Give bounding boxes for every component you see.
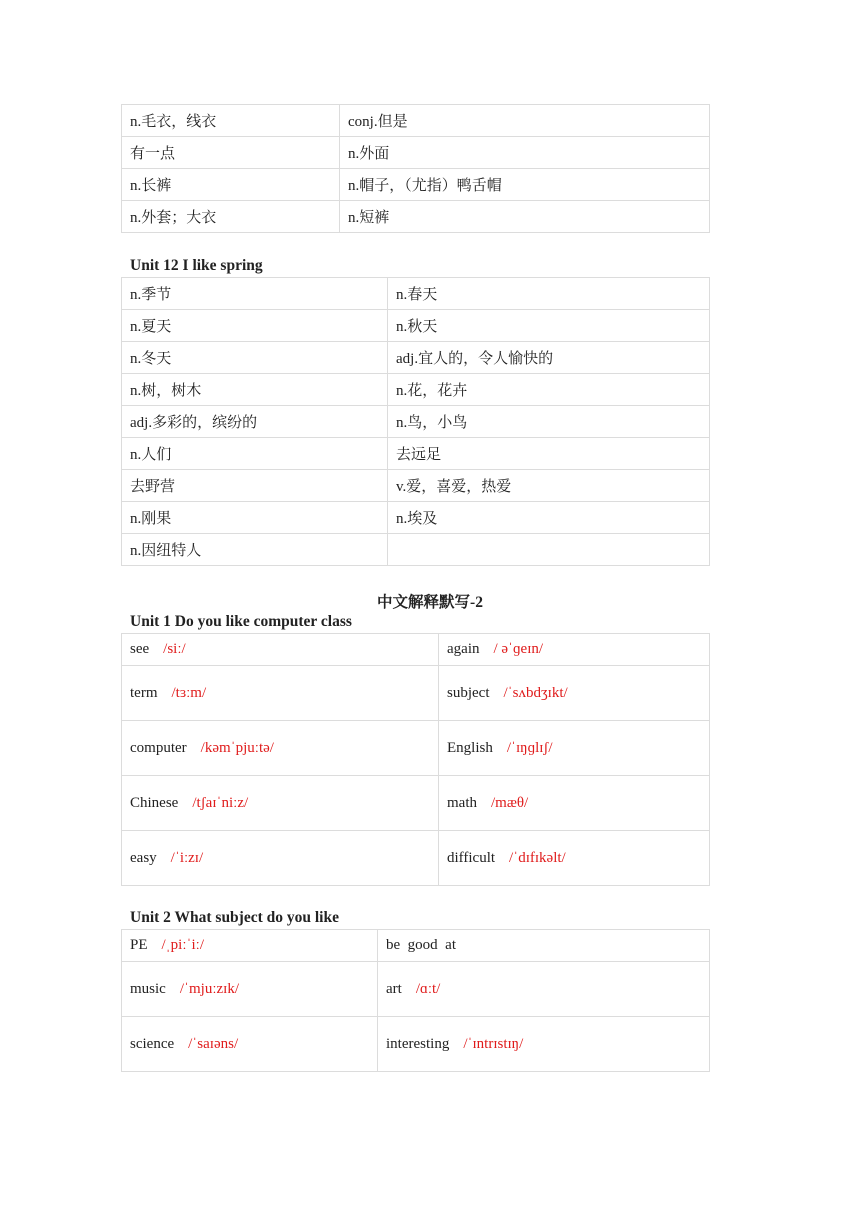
table-cell: 去远足: [388, 438, 710, 470]
table-cell: n.埃及: [388, 502, 710, 534]
table-cell: n.外套；大衣: [122, 201, 340, 233]
phonetic: /ˈdɪfɪkəlt/: [509, 849, 566, 866]
table-cell: [378, 930, 710, 962]
word: be good at: [386, 937, 456, 953]
table-cell: n.外面: [340, 137, 710, 169]
word: easy: [130, 849, 157, 866]
section-title: 中文解释默写-2: [377, 594, 483, 611]
table-cell: 有一点: [122, 137, 340, 169]
table-cell: [439, 721, 710, 776]
table-row: [122, 406, 710, 438]
table-row: [122, 721, 710, 776]
table-cell: n.人们: [122, 438, 388, 470]
table-row: [122, 776, 710, 831]
table-cell: [122, 776, 439, 831]
table-row: [122, 831, 710, 886]
word: art: [386, 980, 402, 997]
phonetic: /ˈɪŋɡlɪʃ/: [506, 739, 553, 756]
word: Chinese: [130, 794, 179, 811]
table-cell: [122, 666, 439, 721]
table-row: [122, 634, 710, 666]
table-row: [122, 169, 710, 201]
phonetic: /ˈɪntrɪstɪŋ/: [463, 1035, 524, 1052]
table-row: [122, 930, 710, 962]
unit1-heading: Unit 1 Do you like computer class: [130, 613, 352, 630]
table-cell: n.树，树木: [122, 374, 388, 406]
table-row: [122, 201, 710, 233]
word: English: [447, 739, 493, 756]
phonetic: /ˈsaɪəns/: [188, 1035, 239, 1052]
table-cell: n.短裤: [340, 201, 710, 233]
word: PE: [130, 937, 148, 953]
word: again: [447, 641, 480, 657]
phonetic: /kəmˈpjuːtə/: [200, 739, 274, 756]
table-cell: adj.宜人的，令人愉快的: [388, 342, 710, 374]
word: interesting: [386, 1035, 450, 1052]
table-cell: [122, 1017, 378, 1072]
table-cell: n.夏天: [122, 310, 388, 342]
table-cell: [439, 776, 710, 831]
unit2-heading: Unit 2 What subject do you like: [130, 909, 339, 926]
vocab-table-unit2: [121, 929, 710, 1072]
table-cell: n.长裤: [122, 169, 340, 201]
table-cell: [378, 962, 710, 1017]
phonetic: /siː/: [163, 641, 186, 657]
word: math: [447, 794, 477, 811]
table-cell: n.季节: [122, 278, 388, 310]
table-cell: v.爱，喜爱，热爱: [388, 470, 710, 502]
table-row: [122, 502, 710, 534]
table-row: [122, 342, 710, 374]
phonetic: / əˈɡeɪn/: [493, 641, 544, 657]
table-row: [122, 374, 710, 406]
table-cell: [388, 534, 710, 566]
table-cell: [439, 634, 710, 666]
table-cell: n.因纽特人: [122, 534, 388, 566]
word: music: [130, 980, 166, 997]
vocab-table-unit1: [121, 633, 710, 886]
table-cell: n.冬天: [122, 342, 388, 374]
phonetic: /ˈmjuːzɪk/: [179, 980, 240, 997]
table-row: [122, 1017, 710, 1072]
word: subject: [447, 684, 490, 701]
table-cell: [122, 831, 439, 886]
table-cell: n.花，花卉: [388, 374, 710, 406]
phonetic: /tɜːm/: [171, 684, 207, 701]
phonetic: /tʃaɪˈniːz/: [192, 794, 249, 811]
phonetic: /ˈiːzɪ/: [170, 849, 204, 866]
table-cell: [122, 721, 439, 776]
word: see: [130, 641, 150, 657]
table-cell: n.春天: [388, 278, 710, 310]
table-cell: [122, 634, 439, 666]
table-cell: n.毛衣，线衣: [122, 105, 340, 137]
word: difficult: [447, 849, 496, 866]
phonetic: /mæθ/: [491, 794, 529, 811]
table-cell: [439, 831, 710, 886]
table-cell: [122, 962, 378, 1017]
vocab-table-clothes: [121, 104, 710, 233]
table-cell: adj.多彩的，缤纷的: [122, 406, 388, 438]
table-cell: n.鸟，小鸟: [388, 406, 710, 438]
table-row: [122, 278, 710, 310]
table-row: [122, 962, 710, 1017]
table-cell: [439, 666, 710, 721]
table-cell: n.秋天: [388, 310, 710, 342]
table-cell: n.帽子，（尤指）鸭舌帽: [340, 169, 710, 201]
table-row: [122, 666, 710, 721]
table-row: [122, 470, 710, 502]
phonetic: /ˌpiːˈiː/: [161, 937, 205, 953]
phonetic: /ˈsʌbdʒɪkt/: [503, 684, 568, 701]
table-row: [122, 310, 710, 342]
table-row: [122, 534, 710, 566]
unit12-heading: Unit 12 I like spring: [130, 257, 263, 274]
table-cell: 去野营: [122, 470, 388, 502]
phonetic: /ɑːt/: [415, 980, 441, 997]
table-row: [122, 137, 710, 169]
table-row: [122, 105, 710, 137]
vocab-table-unit12: [121, 277, 710, 566]
word: science: [130, 1035, 175, 1052]
table-cell: conj.但是: [340, 105, 710, 137]
table-cell: [122, 930, 378, 962]
table-cell: n.刚果: [122, 502, 388, 534]
table-cell: [378, 1017, 710, 1072]
word: computer: [130, 739, 187, 756]
table-row: [122, 438, 710, 470]
word: term: [130, 684, 158, 701]
